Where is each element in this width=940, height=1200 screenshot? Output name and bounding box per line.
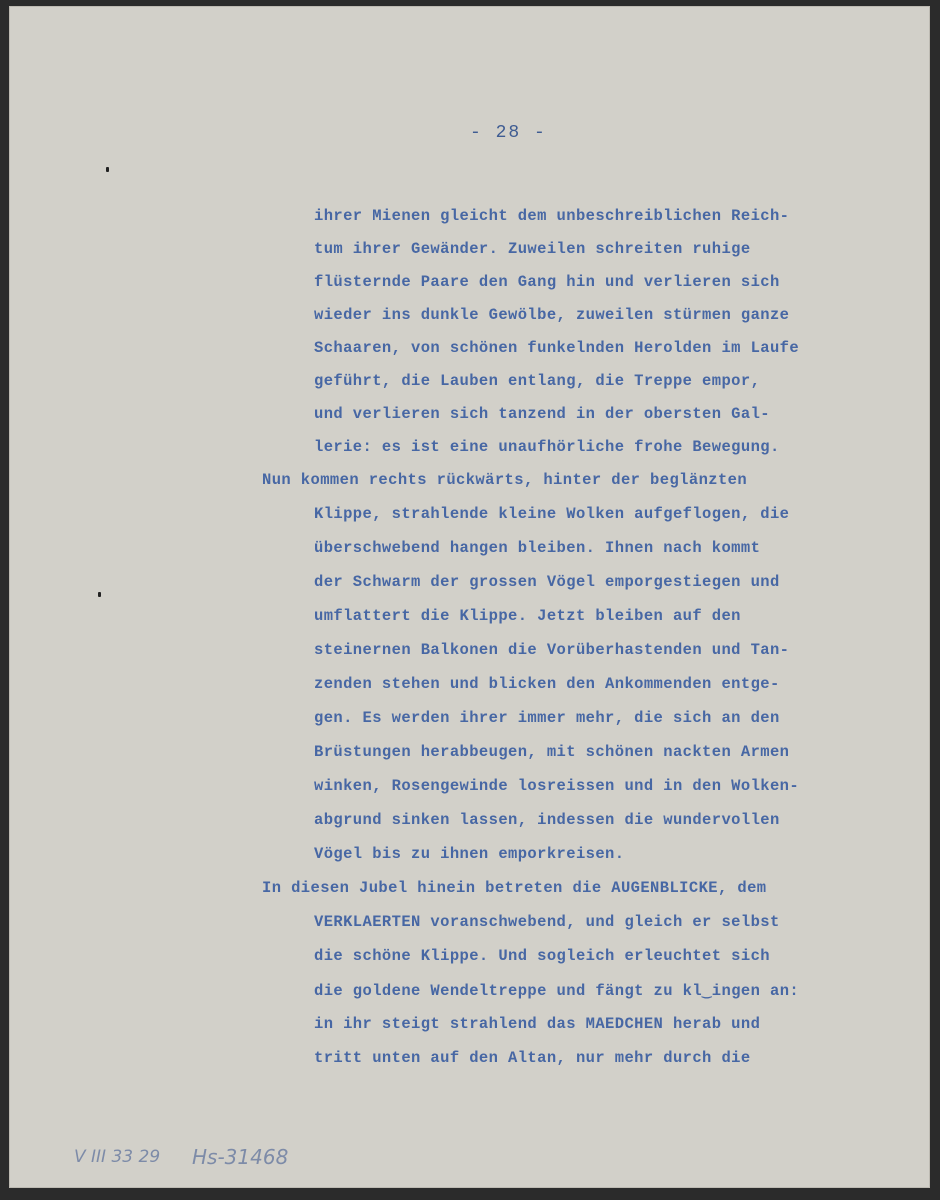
text-line-7: und verlieren sich tanzend in der obersten Gal-	[314, 405, 770, 423]
page-number: - 28 -	[470, 123, 547, 143]
text-line-13: umflattert die Klippe. Jetzt bleiben auf den	[314, 607, 741, 625]
text-line-3: flüsternde Paare den Gang hin und verlieren sich	[314, 273, 780, 291]
text-line-14: steinernen Balkonen die Vorüberhastenden und Tan-	[314, 641, 790, 659]
text-line-25: in ihr steigt strahlend das MAEDCHEN herab und	[314, 1015, 761, 1033]
archive-shelfmark: Hs-31468	[192, 1145, 289, 1169]
text-line-11: überschwebend hangen bleiben. Ihnen nach kommt	[314, 539, 761, 557]
punch-mark-top	[106, 167, 109, 172]
text-line-8: lerie: es ist eine unaufhörliche frohe Bewegung.	[314, 438, 780, 456]
text-line-15: zenden stehen und blicken den Ankommenden entge-	[314, 675, 780, 693]
text-line-12: der Schwarm der grossen Vögel emporgestiegen und	[314, 573, 780, 591]
archive-signature: V III 33 29	[74, 1147, 161, 1167]
text-line-6: geführt, die Lauben entlang, die Treppe empor,	[314, 372, 761, 390]
text-line-5: Schaaren, von schönen funkelnden Herolden im Laufe	[314, 339, 800, 357]
text-line-20: Vögel bis zu ihnen emporkreisen.	[314, 845, 625, 863]
document-page	[9, 6, 930, 1188]
text-line-17: Brüstungen herabbeugen, mit schönen nackten Armen	[314, 743, 790, 761]
text-line-9: Nun kommen rechts rückwärts, hinter der beglänzten	[262, 471, 748, 489]
text-line-18: winken, Rosengewinde losreissen und in den Wolken-	[314, 777, 800, 795]
text-line-19: abgrund sinken lassen, indessen die wundervollen	[314, 811, 780, 829]
text-line-10: Klippe, strahlende kleine Wolken aufgeflogen, die	[314, 505, 790, 523]
text-line-21: In diesen Jubel hinein betreten die AUGENBLICKE, dem	[262, 879, 767, 897]
punch-mark-middle	[98, 592, 101, 597]
text-line-23: die schöne Klippe. Und sogleich erleuchtet sich	[314, 947, 770, 965]
text-line-1: ihrer Mienen gleicht dem unbeschreiblichen Reich-	[314, 207, 790, 225]
text-line-22: VERKLAERTEN voranschwebend, und gleich er selbst	[314, 913, 780, 931]
text-line-24: die goldene Wendeltreppe und fängt zu kl‿ingen an:	[314, 982, 800, 1000]
text-line-26: tritt unten auf den Altan, nur mehr durch die	[314, 1049, 751, 1067]
text-line-2: tum ihrer Gewänder. Zuweilen schreiten ruhige	[314, 240, 751, 258]
text-line-16: gen. Es werden ihrer immer mehr, die sich an den	[314, 709, 780, 727]
text-line-4: wieder ins dunkle Gewölbe, zuweilen stürmen ganze	[314, 306, 790, 324]
